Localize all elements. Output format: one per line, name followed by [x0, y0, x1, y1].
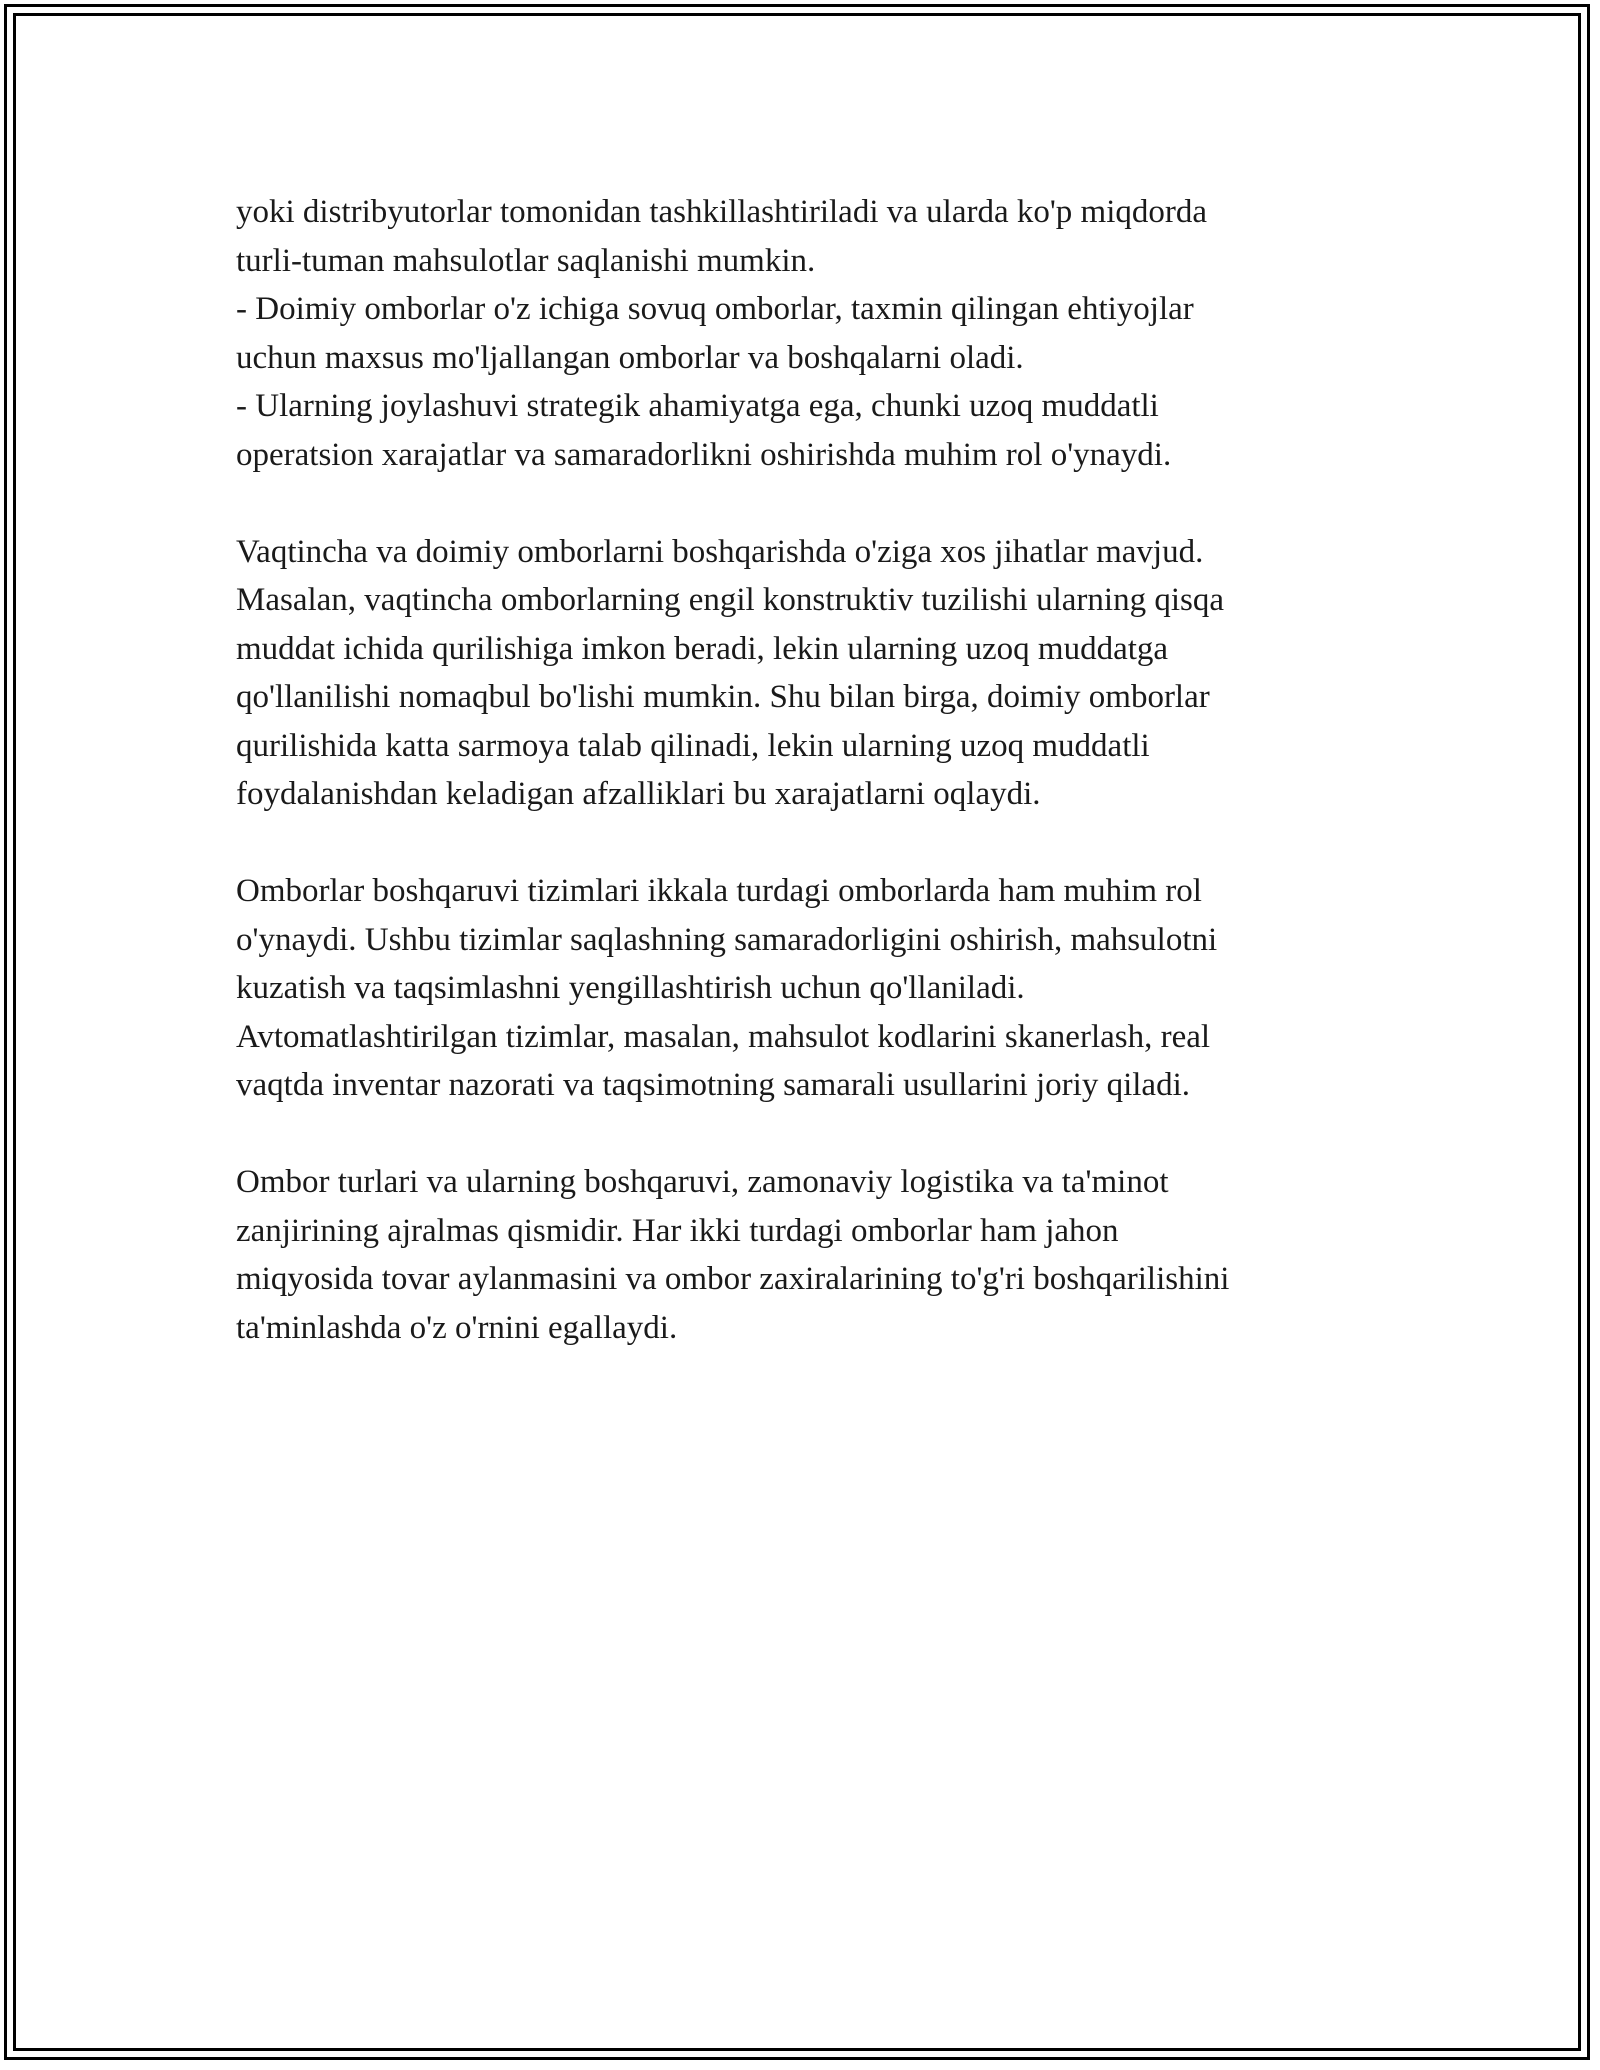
text-line: muddat ichida qurilishiga imkon beradi, lekin ularning uzoq muddatga: [236, 630, 1169, 667]
paragraph-3: [236, 867, 1396, 1110]
paragraph-4: [236, 1158, 1396, 1352]
text-line: qurilishida katta sarmoya talab qilinadi, lekin ularning uzoq muddatli: [236, 727, 1150, 764]
text-line: kuzatish va taqsimlashni yengillashtirish uchun qo'llaniladi.: [236, 970, 1025, 1006]
document-body: [236, 188, 1396, 1401]
text-line: foydalanishdan keladigan afzalliklari bu xarajatlarni oqlaydi.: [236, 776, 1041, 812]
paragraph-1: [236, 188, 1396, 479]
text-line: uchun maxsus mo'ljallangan omborlar va boshqalarni oladi.: [236, 339, 1024, 376]
text-line: ta'minlashda o'z o'rnini egallaydi.: [236, 1309, 678, 1346]
text-line: zanjirining ajralmas qismidir. Har ikki turdagi omborlar ham jahon: [236, 1212, 1119, 1249]
text-line: turli-tuman mahsulotlar saqlanishi mumkin.: [236, 242, 816, 279]
text-line: Omborlar boshqaruvi tizimlari ikkala turdagi omborlarda ham muhim rol: [236, 873, 1202, 909]
text-line: Ombor turlari va ularning boshqaruvi, zamonaviy logistika va ta'minot: [236, 1164, 1169, 1200]
text-line: - Doimiy omborlar o'z ichiga sovuq omborlar, taxmin qilingan ehtiyojlar: [236, 291, 1194, 327]
text-line: - Ularning joylashuvi strategik ahamiyatga ega, chunki uzoq muddatli: [236, 388, 1159, 424]
text-line: miqyosida tovar aylanmasini va ombor zaxiralarining to'g'ri boshqarilishini: [236, 1261, 1230, 1297]
paragraph-2: [236, 528, 1396, 819]
text-line: o'ynaydi. Ushbu tizimlar saqlashning samaradorligini oshirish, mahsulotni: [236, 921, 1218, 958]
text-line: Masalan, vaqtincha omborlarning engil konstruktiv tuzilishi ularning qisqa: [236, 582, 1224, 618]
text-line: operatsion xarajatlar va samaradorlikni oshirishda muhim rol o'ynaydi.: [236, 436, 1172, 473]
text-line: vaqtda inventar nazorati va taqsimotning samarali usullarini joriy qiladi.: [236, 1067, 1190, 1103]
text-line: qo'llanilishi nomaqbul bo'lishi mumkin. Shu bilan birga, doimiy omborlar: [236, 679, 1210, 715]
text-line: yoki distribyutorlar tomonidan tashkillashtiriladi va ularda ko'p miqdorda: [236, 194, 1208, 230]
text-line: Vaqtincha va doimiy omborlarni boshqarishda o'ziga xos jihatlar mavjud.: [236, 533, 1204, 570]
text-line: Avtomatlashtirilgan tizimlar, masalan, mahsulot kodlarini skanerlash, real: [236, 1018, 1211, 1055]
